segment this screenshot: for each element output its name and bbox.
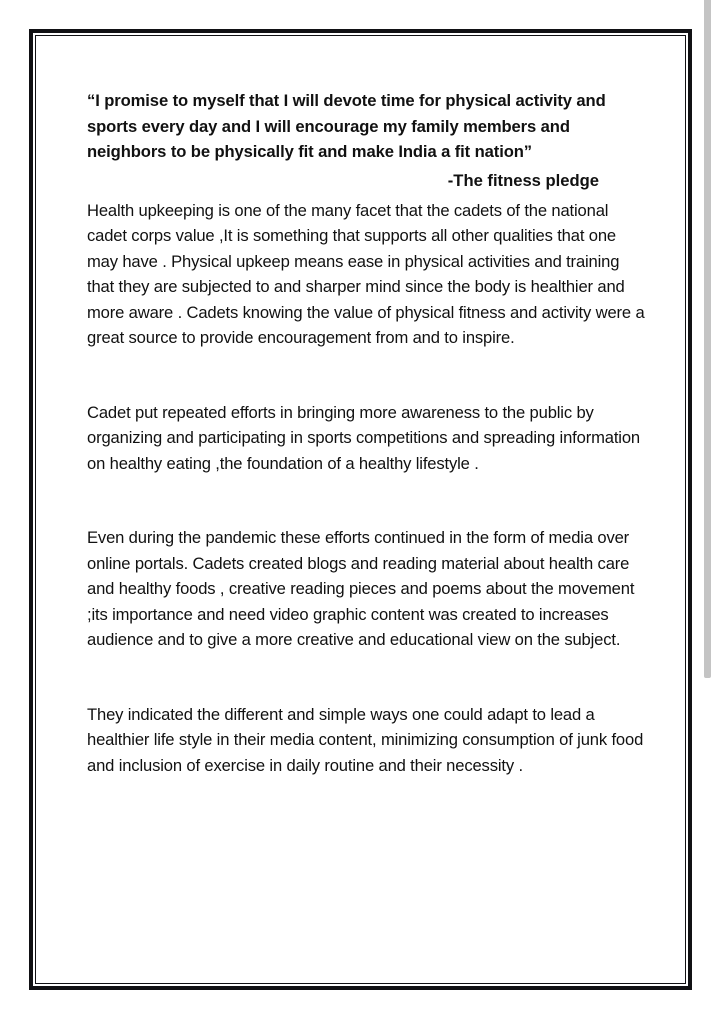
document-body [87, 88, 647, 778]
vertical-scrollbar[interactable] [704, 0, 711, 678]
paragraph-pandemic: Even during the pandemic these efforts continued in the form of media over online portals. Cadets created blogs and reading material about health care and healthy foods , creative reading pieces and poems about the movement ;its importance and need video graphic content was created to increases audience and to give a more creative and educational view on the subject. [87, 528, 635, 649]
pledge-attribution: -The fitness pledge [447, 170, 599, 190]
pledge-quote: “I promise to myself that I will devote time for physical activity and sports every day and I will encourage my family members and neighbors to be physically fit and make India a fit nation” [87, 91, 606, 161]
paragraph-health-upkeeping: Health upkeeping is one of the many facet that the cadets of the national cadet corps value ,It is something that supports all other qualities that one may have . Physical upkeep means ease in physical activities and training that they are subjected to and sharper mind since the body is healthier and more aware . Cadets knowing the value of physical fitness and activity were a great source to provide encouragement from and to inspire. [87, 200, 645, 347]
paragraph-healthy-lifestyle: They indicated the different and simple ways one could adapt to lead a healthier life style in their media content, minimizing consumption of junk food and inclusion of exercise in daily routine and their necessity . [87, 704, 644, 775]
paragraph-awareness: Cadet put repeated efforts in bringing more awareness to the public by organizing and participating in sports competitions and spreading information on healthy eating ,the foundation of a healthy lifestyle . [87, 402, 640, 473]
